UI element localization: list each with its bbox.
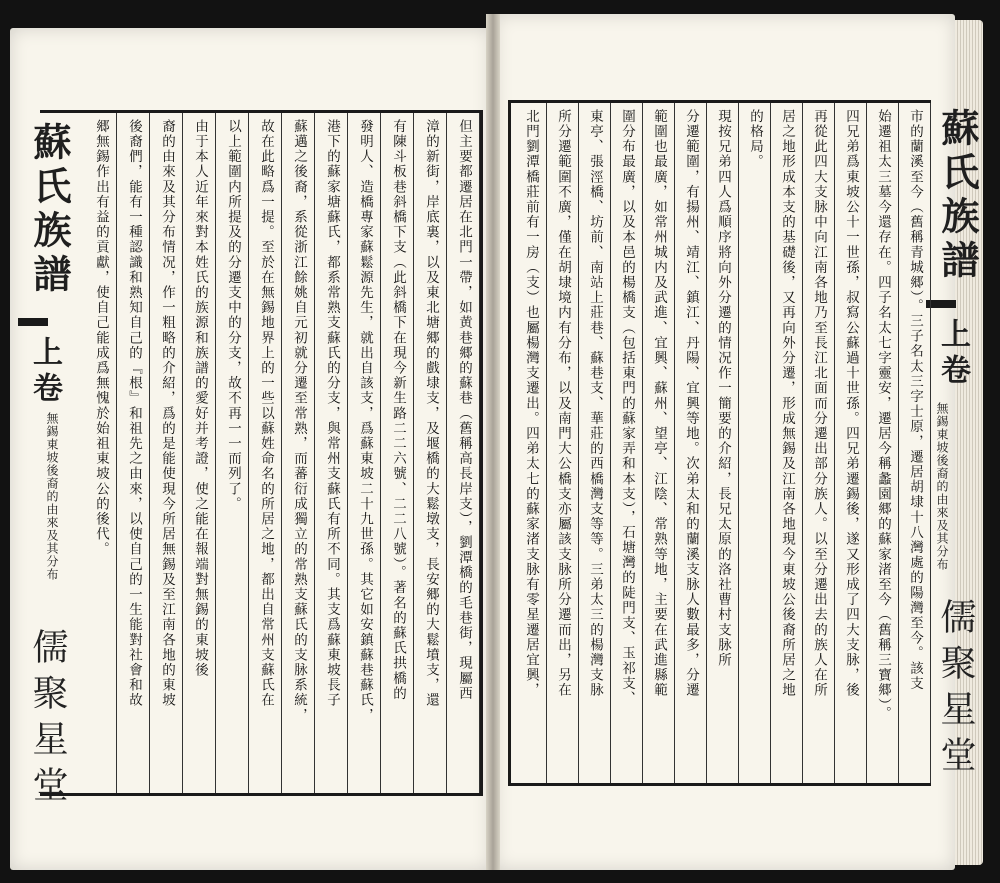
right-margin-title: 蘇氏族譜 — [935, 108, 980, 284]
text-column: 以上範圍内所提及的分遷支中的分支，故不再一一而列了。 — [216, 113, 249, 793]
text-column: 再從此四大支脉中向江南各地乃至長江北面而分遷出部分族人。以至分遷出去的族人在所 — [803, 103, 835, 783]
text-column: 現按兄弟四人爲順序將向外分遷的情况作一簡要的介紹，長兄太原的洛社曹村支脉所 — [707, 103, 739, 783]
text-column: 範圍也最廣，如常州城内及武進、宜興、蘇州、望亭、江陰、常熟等地，主要在武進縣範 — [643, 103, 675, 783]
text-column: 後裔們，能有一種認識和熟知自己的『根』和祖先之由來，以使自己的一生能對社會和故 — [117, 113, 150, 793]
text-column: 蘇邁之後裔，系從浙江餘姚自元初就分遷至常熟，而蕃衍成獨立的常熟支蘇氏的支脉系統， — [282, 113, 315, 793]
text-column: 圍分布最廣，以及本邑的楊橋支（包括東門的蘇家弄和本支），石塘灣的陡門支、玉祁支、 — [611, 103, 643, 783]
text-column: 北門劉潭橋莊前有一房（支）也屬楊灣支遷出。四弟太七的蘇家渚支脉有零星遷居宜興， — [515, 103, 547, 783]
left-margin-title: 蘇氏族譜 — [27, 122, 72, 298]
left-text-frame — [40, 110, 483, 796]
text-column: 裔的由來及其分布情况，作一粗略的介紹，爲的是能使現今所居無錫及至江南各地的東坡 — [150, 113, 183, 793]
text-column: 漳的新街，岸底裏，以及東北塘郷的戲埭支，及堰橋的大鬆墩支，長安郷的大鬆墳支，還 — [414, 113, 447, 793]
text-column: 四兄弟爲東坡公十一世孫，叔寫公蘇過十世孫。四兄弟遷錫後，遂又形成了四大支脉，後 — [835, 103, 867, 783]
text-column: 市的蘭溪至今（舊稱青城郷）。三子名太三字士原，遷居胡埭十八灣處的陽灣至今。該支 — [899, 103, 931, 783]
text-column: 東亭、張涇橋、坊前、南站上莊巷、蘇巷支、華莊的西橋灣支等等。三弟太三的楊灣支脉 — [579, 103, 611, 783]
book-gutter — [486, 14, 500, 870]
right-margin-section: 無錫東坡後裔的由來及其分布 — [935, 402, 949, 571]
text-column: 始遷祖太三墓今還存在。四子名太七字靈安，遷居今稱蠡園郷的蘇家渚至今（舊稱三寶郷）。 — [867, 103, 899, 783]
text-column: 但主要都遷居在北門一帶，如黄巷郷的蘇巷（舊稱高長岸支），劉潭橋的毛巷街，現屬西 — [447, 113, 480, 793]
text-column: 所分遷範圍不廣，僅在胡埭境内有分布，以及南門大公橋支亦屬該支脉所分遷而出，另在 — [547, 103, 579, 783]
left-margin-section: 無錫東坡後裔的由來及其分布 — [45, 412, 59, 581]
text-column: 居之地形成本支的基礎後，又再向外分遷，形成無錫及江南各地現今東坡公後裔所居之地 — [771, 103, 803, 783]
right-margin-volume: 上卷 — [935, 318, 970, 390]
left-margin-publisher: 儒聚星堂 — [27, 628, 68, 812]
left-margin-volume: 上卷 — [27, 336, 62, 408]
text-column: 故在此略爲一提。至於在無錫地界上的一些以蘇姓命名的所居之地，都出自常州支蘇氏在 — [249, 113, 282, 793]
right-margin-publisher: 儒聚星堂 — [935, 598, 976, 782]
text-column: 分遷範圍，有揚州、靖江、鎮江、丹陽、宜興等地。次弟太和的蘭溪支脉人數最多，分遷 — [675, 103, 707, 783]
text-column: 港下的蘇家塘蘇氏，都系常熟支蘇氏的分支，與常州支蘇氏有所不同。其支爲蘇東坡長子 — [315, 113, 348, 793]
right-text-frame — [508, 100, 931, 786]
text-column: 郷無錫作出有益的貢獻，使自己能成爲無愧於始祖東坡公的後代。 — [84, 113, 117, 793]
text-column: 由于本人近年來對本姓氏的族源和族譜的愛好并考證，使之能在報端對無錫的東坡後 — [183, 113, 216, 793]
text-column: 有陳斗板巷斜橋下支（此斜橋下在現今新生路二二六號、二二八號）。著名的蘇氏拱橋的 — [381, 113, 414, 793]
text-column: 的格局。 — [739, 103, 771, 783]
text-column: 發明人、造橋專家蘇鬆源先生，就出自該支，爲蘇東坡二十九世孫。其它如安鎮蘇巷蘇氏， — [348, 113, 381, 793]
